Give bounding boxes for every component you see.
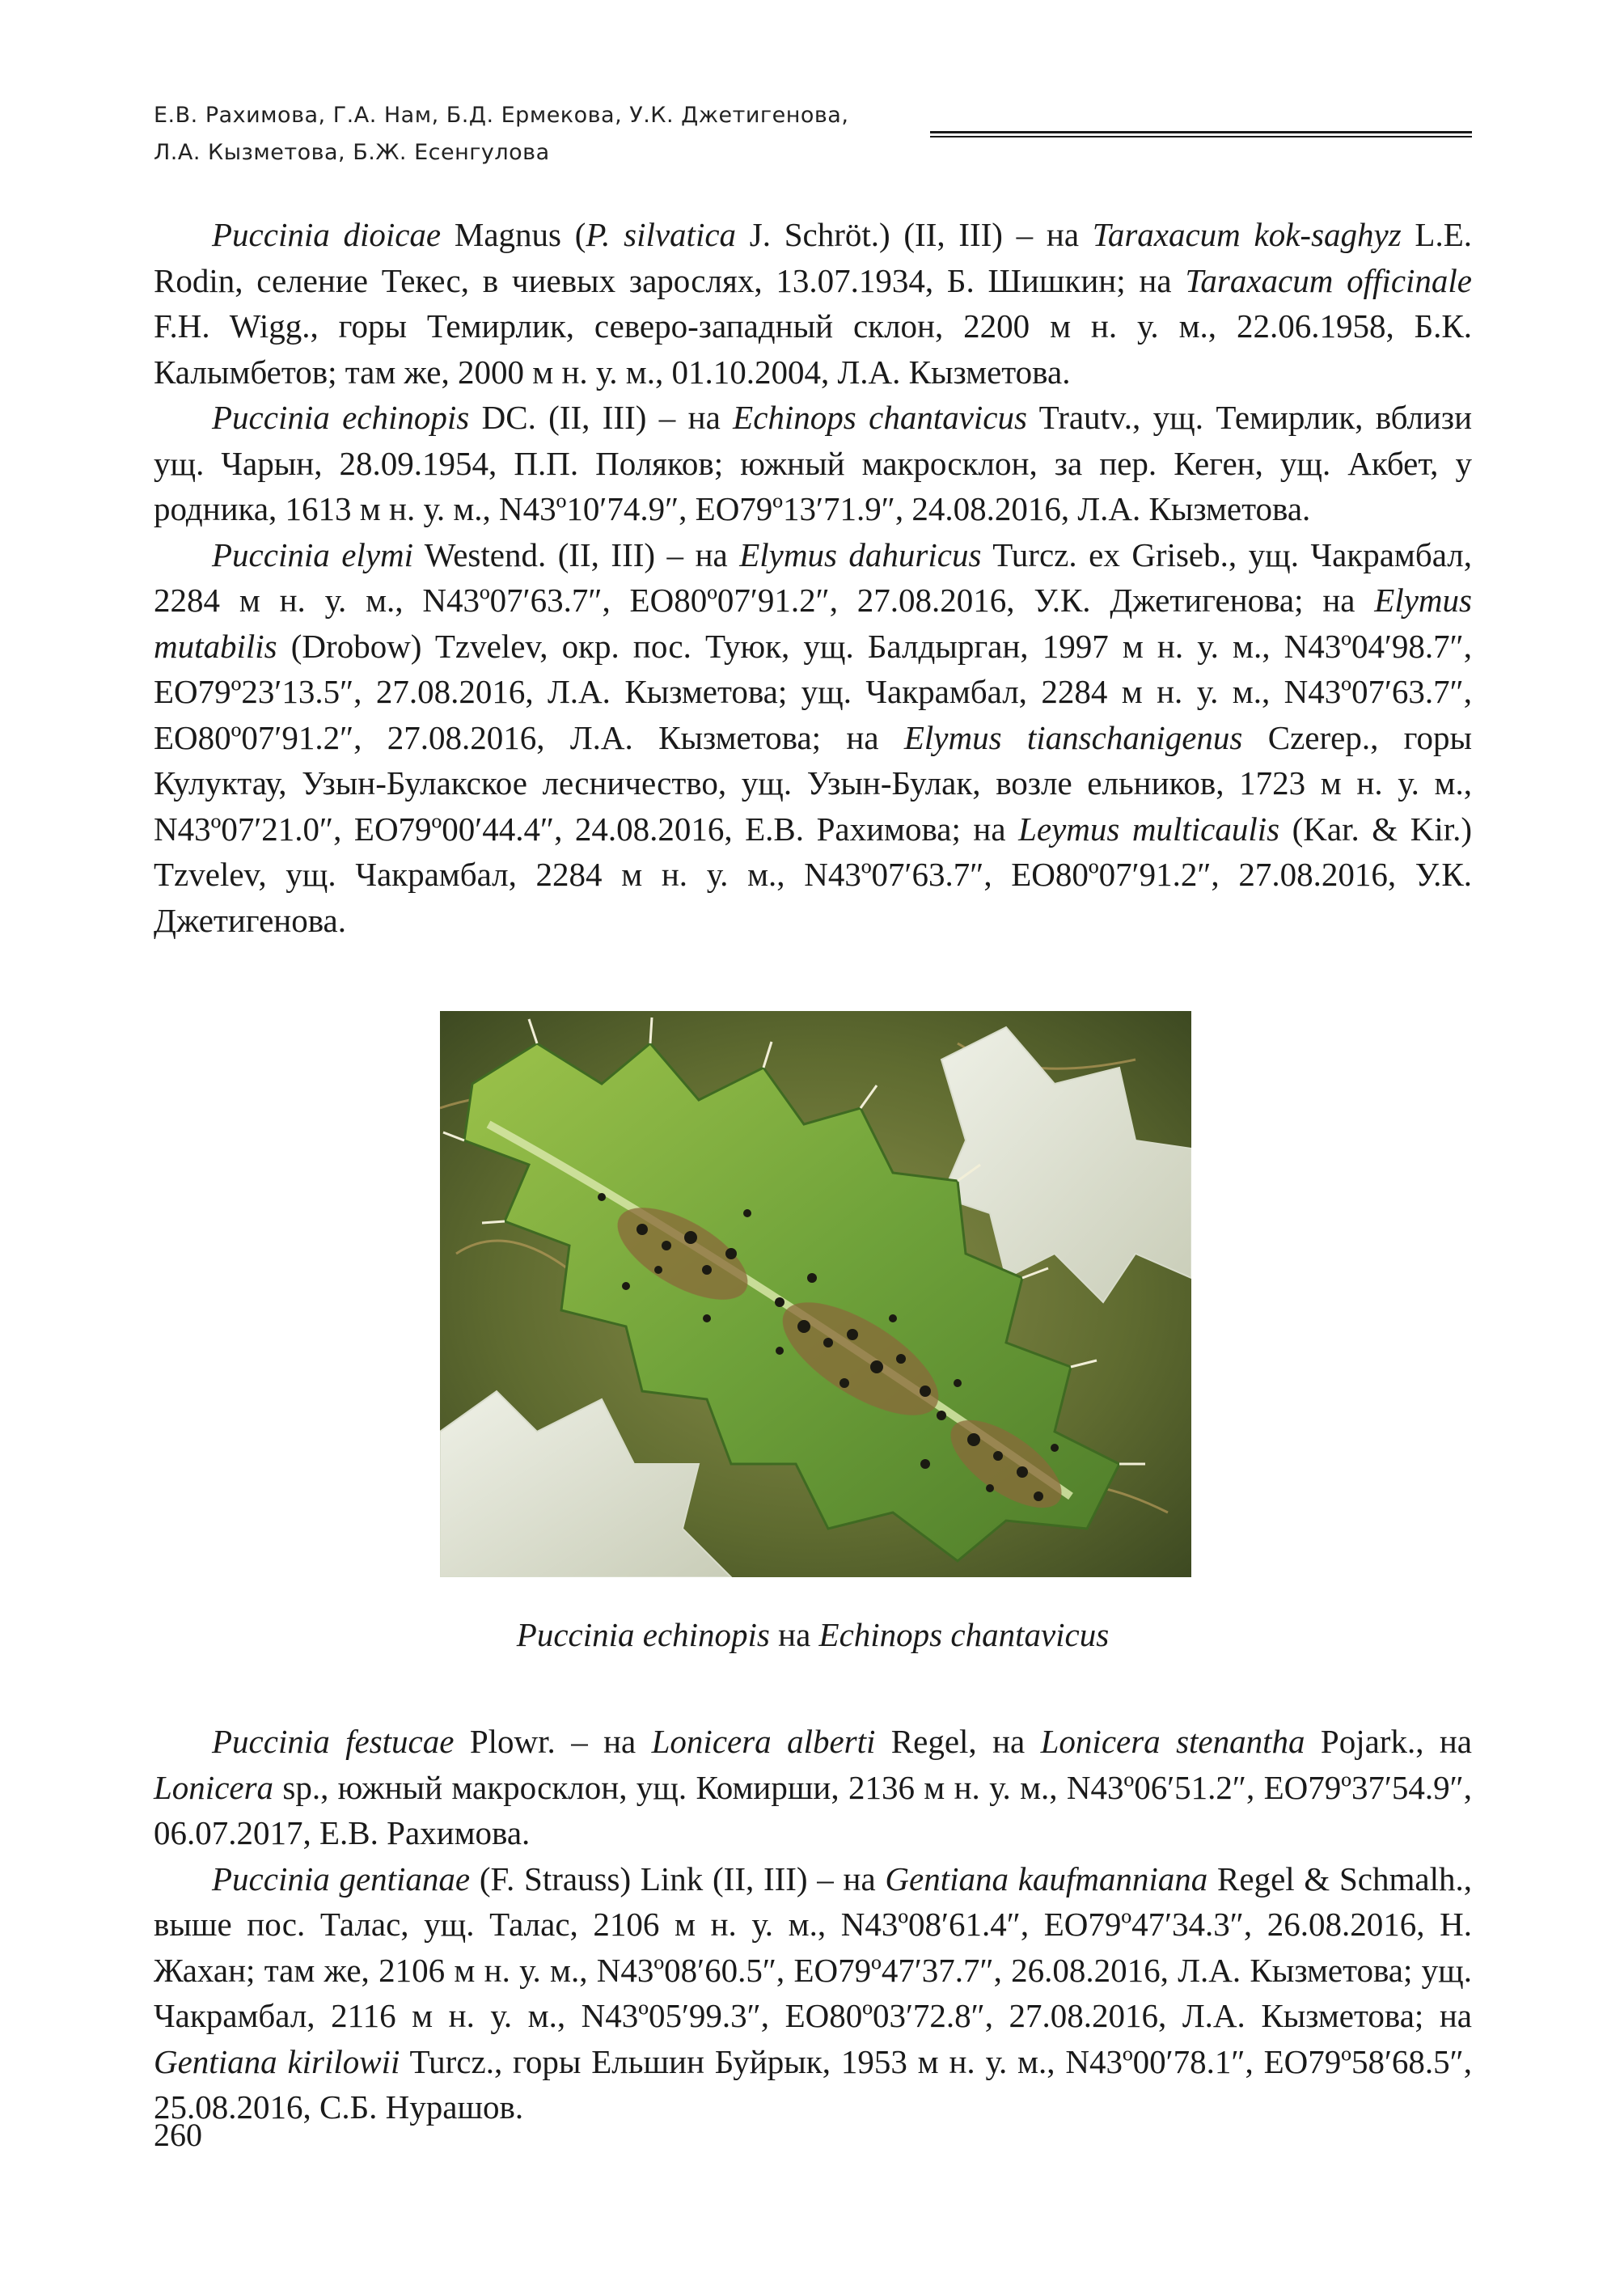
leaf-photo-illustration [440, 1011, 1191, 1577]
header-authors-line2: Л.А. Кызметова, Б.Ж. Есенгулова [154, 140, 550, 165]
species-name: Puccinia echinopis [212, 399, 470, 436]
entry-puccinia-elymi: Puccinia elymi Westend. (II, III) – на Elymus dahuricus Turcz. ex Griseb., ущ. Чакрамбал, 2284 м н. у. м., N43º07′63.7″, EO80º07′91.2″, 27.08.2016, У.К. Джетигенова; на Elymus mutabilis (Drobow) Tzvelev, окр. пос. Туюк, ущ. Балдырган, 1997 м н. у. м., N43º04′98.7″, EO79º23′13.5″, 27.08.2016, Л.А. Кызметова; ущ. Чакрамбал, 2284 м н. у. м., N43º07′63.7″, EO80º07′91.2″, 27.08.2016, Л.А. Кызметова; на Elymus tianschanigenus Czerep., горы Кулуктау, Узын-Булакское лесничество, ущ. Узын-Булак, возле ельников, 1723 м н. у. м., N43º07′21.0″, EO79º00′44.4″, 24.08.2016, Е.В. Рахимова; на Leymus multicaulis (Kar. & Kir.) Tzvelev, ущ. Чакрамбал, 2284 м н. у. м., N43º07′63.7″, EO80º07′91.2″, 27.08.2016, У.К. Джетигенова. [154, 535, 1473, 939]
article-text-lower [154, 1719, 1472, 2130]
host-name: Leymus multicaulis [1018, 810, 1280, 848]
host-name: Elymus mutabilis [154, 582, 1472, 665]
figure-photo [440, 1011, 1191, 1577]
caption-host: Echinops chantavicus [818, 1616, 1110, 1653]
entry-puccinia-gentianae: Puccinia gentianae (F. Strauss) Link (II, III) – на Gentiana kaufmanniana Regel & Schmalh., выше пос. Талас, ущ. Талас, 2106 м н. у. м., N43º08′61.4″, EO79º47′34.3″, 26.08.2016, Н. Жахан; там же, 2106 м н. у. м., N43º08′60.5″, EO79º47′37.7″, 26.08.2016, Л.А. Кызметова; ущ. Чакрамбал, 2116 м н. у. м., N43º05′99.3″, EO80º03′72.8″, 27.08.2016, Л.А. Кызметова; на Gentiana kirilowii Turcz., горы Ельшин Буйрык, 1953 м н. у. м., N43º00′78.1″, EO79º58′68.5″, 25.08.2016, С.Б. Нурашов. [154, 1859, 1472, 2126]
figure-caption [154, 1612, 1472, 1657]
host-name: Lonicera [154, 1768, 274, 1806]
entry-puccinia-echinopis: Puccinia echinopis DC. (II, III) – на Echinops chantavicus Trautv., ущ. Темирлик, вблизи ущ. Чарын, 28.09.1954, П.П. Поляков; южный макросклон, за пер. Кеген, ущ. Акбет, у родника, 1613 м н. у. м., N43º10′74.9″, EO79º13′71.9″, 24.08.2016, Л.А. Кызметова. [154, 399, 1473, 527]
species-name: Puccinia gentianae [212, 1859, 471, 1897]
host-name: Elymus dahuricus [739, 535, 982, 573]
synonym-name: P. silvatica [586, 216, 737, 253]
header-rule-thin [930, 136, 1472, 137]
host-name: Taraxacum kok-saghyz [1092, 216, 1402, 253]
host-name: Gentiana kaufmanniana [885, 1859, 1208, 1897]
species-name: Puccinia dioicae [212, 216, 442, 253]
species-name: Puccinia festucae [212, 1723, 455, 1760]
species-name: Puccinia elymi [212, 535, 414, 573]
caption-middle: на [769, 1616, 819, 1653]
header-rule [930, 131, 1472, 133]
caption-species: Puccinia echinopis [516, 1616, 770, 1653]
host-name: Gentiana kirilowii [154, 2042, 400, 2080]
page-number: 260 [154, 2117, 202, 2153]
host-name: Taraxacum officinale [1185, 261, 1472, 299]
host-name: Lonicera stenantha [1040, 1723, 1305, 1760]
running-header [154, 97, 898, 171]
article-text-upper [154, 212, 1472, 943]
host-name: Lonicera alberti [651, 1723, 876, 1760]
host-name: Elymus tianschanigenus [903, 718, 1243, 756]
host-name: Echinops chantavicus [733, 399, 1027, 436]
entry-puccinia-festucae: Puccinia festucae Plowr. – на Lonicera alberti Regel, на Lonicera stenantha Pojark., на Lonicera sp., южный макросклон, ущ. Комирши, 2136 м н. у. м., N43º06′51.2″, EO79º37′54.9″, 06.07.2017, Е.В. Рахимова. [154, 1723, 1472, 1851]
header-authors-line1: Е.В. Рахимова, Г.А. Нам, Б.Д. Ермекова, У.К. Джетигенова, [154, 103, 849, 128]
entry-puccinia-dioicae: Puccinia dioicae Magnus (P. silvatica J. Schröt.) (II, III) – на Taraxacum kok-saghyz L.E. Rodin, селение Текес, в чиевых зарослях, 13.07.1934, Б. Шишкин; на Taraxacum officinale F.H. Wigg., горы Темирлик, северо-западный склон, 2200 м н. у. м., 22.06.1958, Б.К. Калымбетов; там же, 2000 м н. у. м., 01.10.2004, Л.А. Кызметова. [154, 216, 1473, 391]
